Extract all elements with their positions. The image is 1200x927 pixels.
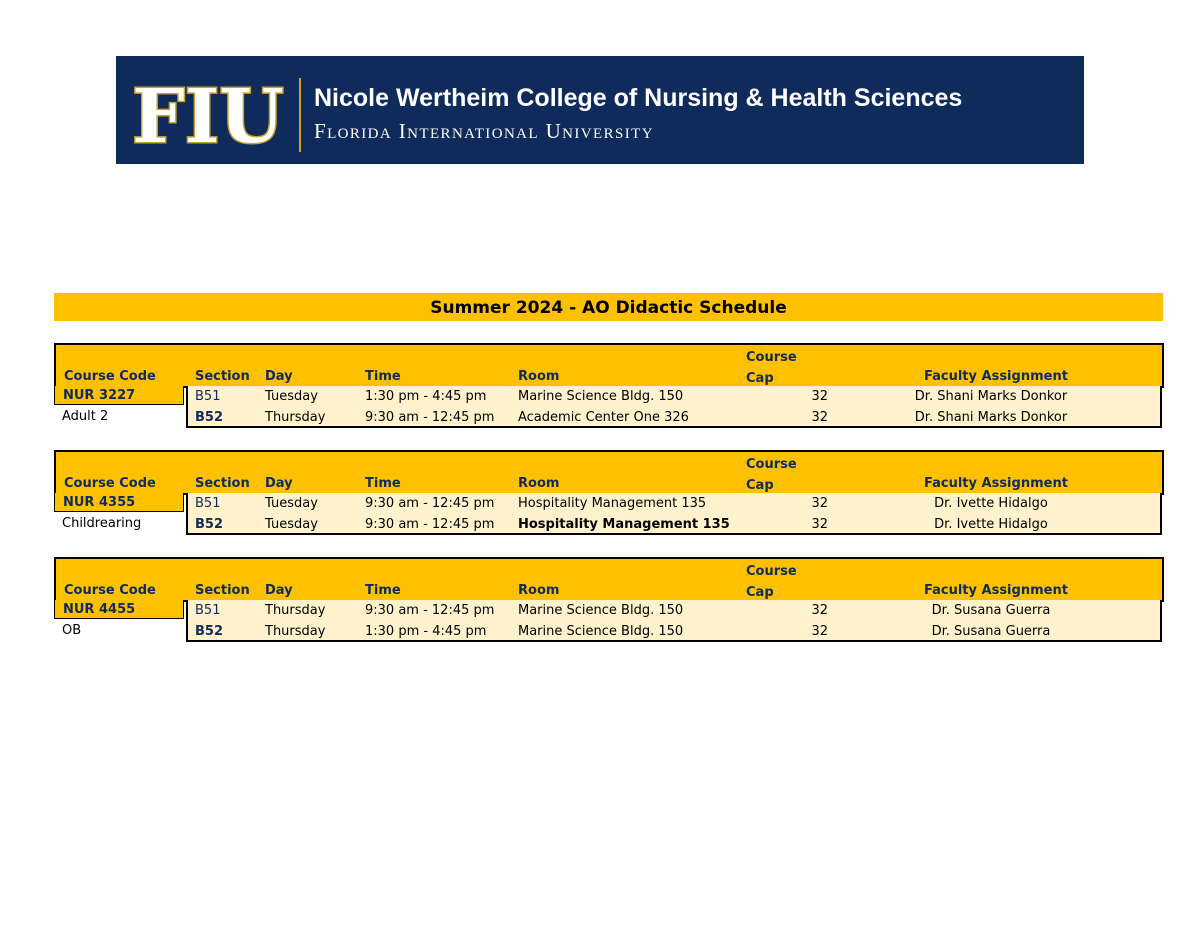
row-room: Marine Science Bldg. 150 xyxy=(518,389,684,404)
row-room: Hospitality Management 135 xyxy=(518,496,707,511)
header-cap-line1: Course xyxy=(746,350,797,365)
university-name: Florida International University xyxy=(314,119,654,143)
header-course-code: Course Code xyxy=(64,583,156,598)
header-room: Room xyxy=(518,583,560,598)
course-code: NUR 3227 xyxy=(54,386,184,405)
row-time: 9:30 am - 12:45 pm xyxy=(365,517,495,532)
row-day: Thursday xyxy=(265,410,326,425)
header-cap-line1: Course xyxy=(746,457,797,472)
row-faculty: Dr. Shani Marks Donkor xyxy=(914,389,1068,404)
table-row xyxy=(188,600,1164,621)
row-day: Thursday xyxy=(265,603,326,618)
header-course-code: Course Code xyxy=(64,476,156,491)
row-time: 1:30 pm - 4:45 pm xyxy=(365,389,487,404)
header-day: Day xyxy=(265,476,293,491)
header-cap-line2: Cap xyxy=(746,585,774,600)
college-banner xyxy=(116,56,1084,164)
row-section: B51 xyxy=(195,603,221,618)
schedule-title: Summer 2024 - AO Didactic Schedule xyxy=(54,293,1163,321)
row-time: 9:30 am - 12:45 pm xyxy=(365,410,495,425)
table-row xyxy=(188,493,1164,514)
header-cap-line1: Course xyxy=(746,564,797,579)
row-cap: 32 xyxy=(811,517,828,532)
row-room: Hospitality Management 135 xyxy=(518,517,730,532)
course-name: Adult 2 xyxy=(62,409,109,424)
row-time: 9:30 am - 12:45 pm xyxy=(365,603,495,618)
section-rows xyxy=(186,493,1162,535)
header-course-cap xyxy=(746,561,797,603)
header-cap-line2: Cap xyxy=(746,478,774,493)
row-faculty: Dr. Ivette Hidalgo xyxy=(934,517,1048,532)
header-time: Time xyxy=(365,476,401,491)
row-room: Marine Science Bldg. 150 xyxy=(518,603,684,618)
row-faculty: Dr. Susana Guerra xyxy=(931,624,1051,639)
row-day: Tuesday xyxy=(265,496,318,511)
header-section: Section xyxy=(195,369,250,384)
header-course-cap xyxy=(746,454,797,496)
row-time: 9:30 am - 12:45 pm xyxy=(365,496,495,511)
course-name: Childrearing xyxy=(62,516,142,531)
header-faculty: Faculty Assignment xyxy=(924,476,1068,491)
section-rows xyxy=(186,600,1162,642)
header-section: Section xyxy=(195,476,250,491)
row-cap: 32 xyxy=(811,496,828,511)
course-name: OB xyxy=(62,623,82,638)
college-name: Nicole Wertheim College of Nursing & Health Sciences xyxy=(314,84,963,112)
table-header xyxy=(54,343,1164,388)
header-day: Day xyxy=(265,583,293,598)
table-row xyxy=(188,386,1164,407)
fiu-logo-text: FIU xyxy=(132,78,284,152)
header-day: Day xyxy=(265,369,293,384)
header-section: Section xyxy=(195,583,250,598)
row-faculty: Dr. Susana Guerra xyxy=(931,603,1051,618)
table-header xyxy=(54,557,1164,602)
header-faculty: Faculty Assignment xyxy=(924,583,1068,598)
row-room: Academic Center One 326 xyxy=(518,410,689,425)
table-row xyxy=(188,514,1164,535)
row-day: Tuesday xyxy=(265,389,318,404)
row-cap: 32 xyxy=(811,389,828,404)
row-day: Tuesday xyxy=(265,517,318,532)
table-row xyxy=(188,621,1164,642)
row-cap: 32 xyxy=(811,624,828,639)
header-cap-line2: Cap xyxy=(746,371,774,386)
row-cap: 32 xyxy=(811,410,828,425)
logo-divider xyxy=(299,78,301,152)
row-section: B52 xyxy=(195,624,223,639)
row-faculty: Dr. Shani Marks Donkor xyxy=(914,410,1068,425)
course-code: NUR 4455 xyxy=(54,600,184,619)
row-section: B52 xyxy=(195,410,223,425)
row-day: Thursday xyxy=(265,624,326,639)
header-room: Room xyxy=(518,369,560,384)
row-cap: 32 xyxy=(811,603,828,618)
row-room: Marine Science Bldg. 150 xyxy=(518,624,684,639)
header-room: Room xyxy=(518,476,560,491)
table-row xyxy=(188,407,1164,428)
header-course-cap xyxy=(746,347,797,389)
row-section: B51 xyxy=(195,389,221,404)
table-header xyxy=(54,450,1164,495)
row-time: 1:30 pm - 4:45 pm xyxy=(365,624,487,639)
fiu-logo xyxy=(128,78,288,152)
header-time: Time xyxy=(365,583,401,598)
row-section: B51 xyxy=(195,496,221,511)
row-faculty: Dr. Ivette Hidalgo xyxy=(934,496,1048,511)
header-faculty: Faculty Assignment xyxy=(924,369,1068,384)
header-course-code: Course Code xyxy=(64,369,156,384)
section-rows xyxy=(186,386,1162,428)
header-time: Time xyxy=(365,369,401,384)
row-section: B52 xyxy=(195,517,223,532)
course-code: NUR 4355 xyxy=(54,493,184,512)
